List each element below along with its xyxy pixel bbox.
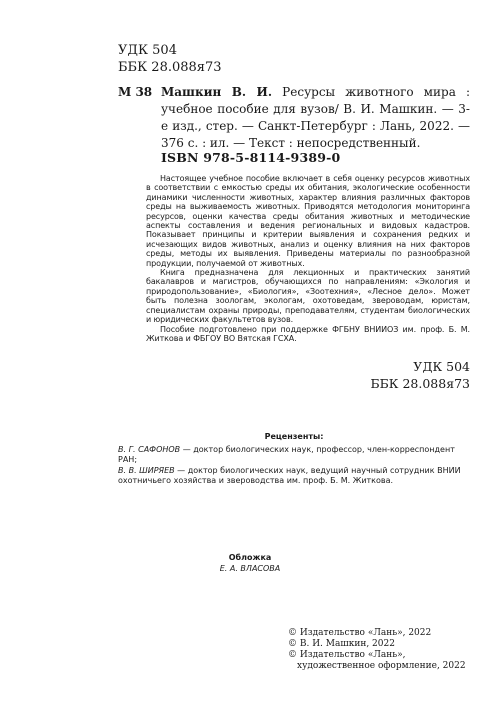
reviewer-credentials: — доктор биологических наук, ведущий научный сотрудник ВНИИ охотничьего хозяйства и звероводства им. проф. Б. М. Житкова. bbox=[118, 465, 461, 485]
classification-bottom bbox=[370, 358, 470, 392]
copyright-line: © Издательство «Лань», 2022 bbox=[288, 628, 432, 638]
reviewer-1 bbox=[118, 445, 470, 466]
cover-heading: Обложка bbox=[228, 553, 272, 562]
copyright-line: художественное оформление, 2022 bbox=[297, 661, 466, 671]
cover-designer: Е. А. ВЛАСОВА bbox=[219, 564, 281, 573]
abstract-paragraph: Пособие подготовлено при поддержке ФГБНУ ВНИИОЗ им. проф. Б. М. Житкова и ФБГОУ ВО Вятская ГСХА. bbox=[146, 324, 470, 343]
reviewer-credentials: — доктор биологических наук, профессор, член-корреспондент РАН; bbox=[118, 444, 455, 464]
copyright-line: © Издательство «Лань», bbox=[288, 650, 406, 660]
cover-credit bbox=[0, 552, 500, 574]
reviewer-name: В. В. ШИРЯЕВ bbox=[118, 465, 175, 475]
catalog-entry bbox=[118, 84, 470, 152]
udk-code: УДК 504 bbox=[413, 359, 470, 374]
bibliographic-text: Ресурсы животного мира : учебное пособие для вузов/ В. И. Машкин. — 3-е изд., стер. — Санкт-Петербург : Лань, 2022. — 376 с. : ил. — Текст : непосредственный. bbox=[161, 85, 470, 150]
copyright-block bbox=[288, 628, 466, 672]
reviewers-heading: Рецензенты: bbox=[264, 432, 324, 441]
udk-code: УДК 504 bbox=[118, 43, 177, 58]
reviewers bbox=[118, 432, 470, 487]
reviewer-2 bbox=[118, 466, 470, 487]
bbk-code: ББК 28.088я73 bbox=[118, 60, 222, 75]
abstract-paragraph: Настоящее учебное пособие включает в себя оценку ресурсов животных в соответствии с емкостью среды их обитания, экологические особенности динамики численности животных, характер влияния различных факторов среды на выживаемость животных. Приводятся методология мониторинга ресурсов, оценки качества среды обитания животных и методические аспекты составления и ведения региональных и видовых кадастров. Показывает принципы и критерии выявления и сохранения редких и исчезающих видов животных, анализ и оценку влияния на них факторов среды, методы их выявления. Приведены материалы по разнообразной продукции, получаемой от животных. bbox=[146, 174, 470, 268]
copyright-line: © В. И. Машкин, 2022 bbox=[288, 639, 395, 649]
bbk-code: ББК 28.088я73 bbox=[370, 376, 470, 391]
abstract-paragraph: Книга предназначена для лекционных и практических занятий бакалавров и магистров, обучающихся по направлениям: «Экология и природопользование», «Биология», «Зоотехния», «Лесное дело». Может быть полезна зоологам, экологам, охотоведам, звероводам, юристам, специалистам охраны природы, преподавателям, студентам биологических и юридических факультетов вузов. bbox=[146, 268, 470, 325]
isbn: ISBN 978-5-8114-9389-0 bbox=[161, 150, 341, 165]
classification-top bbox=[118, 42, 222, 76]
abstract bbox=[146, 174, 470, 343]
bibliographic-description bbox=[161, 84, 470, 152]
author-name: Машкин В. И. bbox=[161, 85, 273, 99]
reviewer-name: В. Г. САФОНОВ bbox=[118, 444, 181, 454]
author-mark: М 38 bbox=[118, 85, 153, 99]
